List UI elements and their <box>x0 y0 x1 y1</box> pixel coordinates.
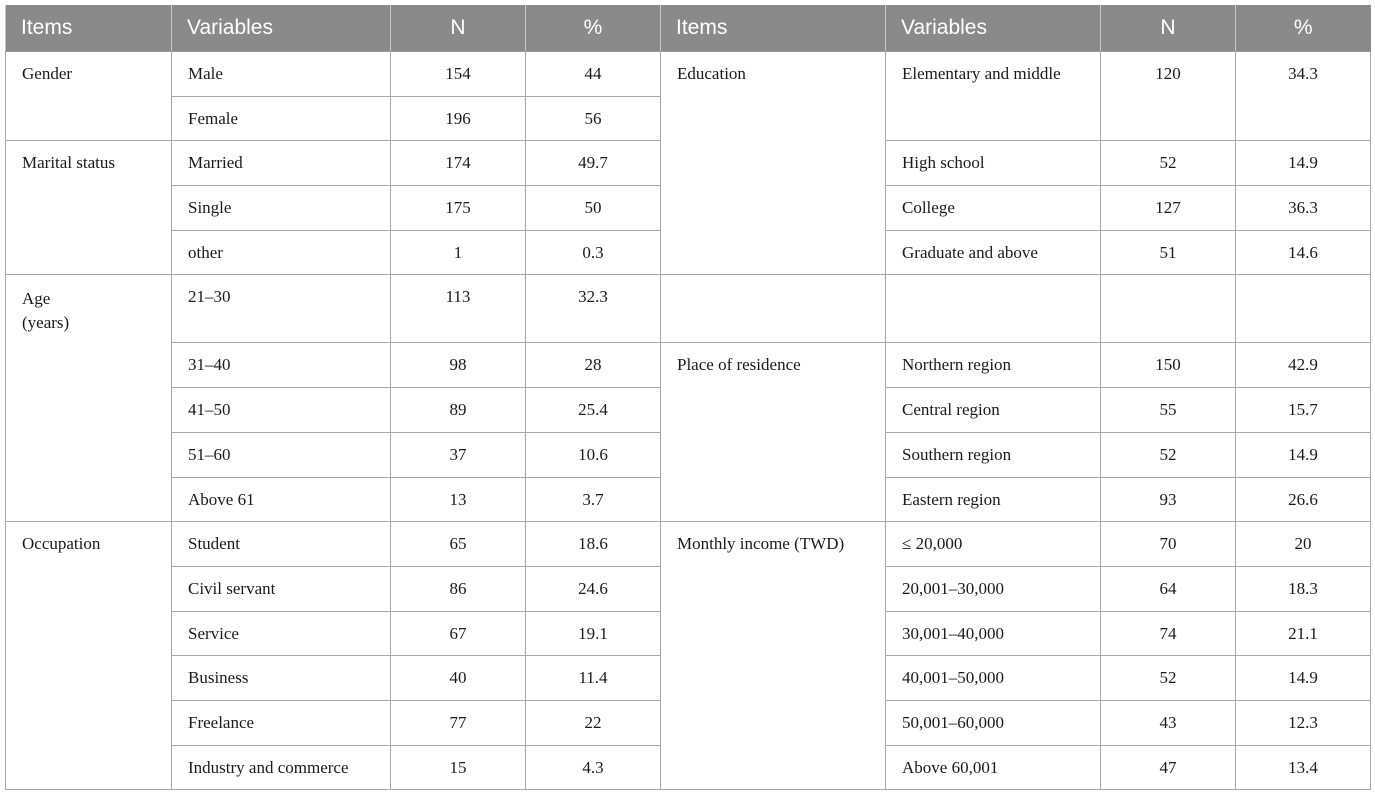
n-cell: 74 <box>1101 611 1236 656</box>
table-row <box>6 52 1371 97</box>
pct-cell: 10.6 <box>526 432 661 477</box>
n-cell: 51 <box>1101 230 1236 275</box>
pct-cell: 19.1 <box>526 611 661 656</box>
variable-cell: Industry and commerce <box>172 745 391 790</box>
n-cell: 37 <box>391 432 526 477</box>
item-marital-status: Marital status <box>6 141 172 275</box>
pct-cell: 24.6 <box>526 566 661 611</box>
n-cell: 15 <box>391 745 526 790</box>
table-row <box>6 343 1371 388</box>
header-items-left: Items <box>6 5 172 52</box>
pct-cell: 34.3 <box>1236 52 1371 141</box>
pct-cell: 18.3 <box>1236 566 1371 611</box>
header-variables-right: Variables <box>886 5 1101 52</box>
n-cell: 52 <box>1101 141 1236 186</box>
variable-cell: College <box>886 186 1101 231</box>
n-cell: 1 <box>391 230 526 275</box>
pct-cell: 4.3 <box>526 745 661 790</box>
pct-cell: 22 <box>526 700 661 745</box>
pct-cell: 25.4 <box>526 388 661 433</box>
n-cell: 120 <box>1101 52 1236 141</box>
variable-cell: Southern region <box>886 432 1101 477</box>
pct-cell: 18.6 <box>526 522 661 567</box>
n-cell: 13 <box>391 477 526 522</box>
n-cell: 86 <box>391 566 526 611</box>
age-label: Age <box>22 289 51 309</box>
pct-cell: 14.9 <box>1236 656 1371 701</box>
age-unit-label: (years) <box>22 313 70 333</box>
variable-cell: Male <box>172 52 391 97</box>
header-items-right: Items <box>661 5 886 52</box>
header-row <box>6 5 1371 52</box>
pct-cell: 14.9 <box>1236 141 1371 186</box>
variable-cell: Business <box>172 656 391 701</box>
n-cell: 127 <box>1101 186 1236 231</box>
pct-cell: 28 <box>526 343 661 388</box>
n-cell: 67 <box>391 611 526 656</box>
variable-cell: 31–40 <box>172 343 391 388</box>
item-place-of-residence: Place of residence <box>661 343 886 522</box>
variable-cell <box>886 275 1101 343</box>
demographics-table <box>5 5 1371 790</box>
pct-cell: 15.7 <box>1236 388 1371 433</box>
n-cell: 98 <box>391 343 526 388</box>
header-n-right: N <box>1101 5 1236 52</box>
n-cell: 175 <box>391 186 526 231</box>
n-cell: 150 <box>1101 343 1236 388</box>
variable-cell: Female <box>172 96 391 141</box>
n-cell: 93 <box>1101 477 1236 522</box>
header-n-left: N <box>391 5 526 52</box>
pct-cell: 13.4 <box>1236 745 1371 790</box>
variable-cell: Eastern region <box>886 477 1101 522</box>
pct-cell: 3.7 <box>526 477 661 522</box>
item-occupation: Occupation <box>6 522 172 790</box>
variable-cell: Northern region <box>886 343 1101 388</box>
n-cell: 113 <box>391 275 526 343</box>
n-cell: 40 <box>391 656 526 701</box>
variable-cell: Freelance <box>172 700 391 745</box>
n-cell: 64 <box>1101 566 1236 611</box>
n-cell <box>1101 275 1236 343</box>
pct-cell: 32.3 <box>526 275 661 343</box>
variable-cell: Single <box>172 186 391 231</box>
variable-cell: Student <box>172 522 391 567</box>
n-cell: 154 <box>391 52 526 97</box>
pct-cell: 0.3 <box>526 230 661 275</box>
n-cell: 52 <box>1101 656 1236 701</box>
n-cell: 196 <box>391 96 526 141</box>
pct-cell: 50 <box>526 186 661 231</box>
item-gender: Gender <box>6 52 172 141</box>
n-cell: 55 <box>1101 388 1236 433</box>
variable-cell: Elementary and middle <box>886 52 1101 141</box>
table-row <box>6 522 1371 567</box>
header-pct-left: % <box>526 5 661 52</box>
n-cell: 47 <box>1101 745 1236 790</box>
n-cell: 89 <box>391 388 526 433</box>
pct-cell: 20 <box>1236 522 1371 567</box>
pct-cell: 26.6 <box>1236 477 1371 522</box>
variable-cell: Graduate and above <box>886 230 1101 275</box>
variable-cell: other <box>172 230 391 275</box>
n-cell: 65 <box>391 522 526 567</box>
variable-cell: Civil servant <box>172 566 391 611</box>
n-cell: 77 <box>391 700 526 745</box>
pct-cell: 49.7 <box>526 141 661 186</box>
variable-cell: 41–50 <box>172 388 391 433</box>
pct-cell: 44 <box>526 52 661 97</box>
n-cell: 174 <box>391 141 526 186</box>
variable-cell: 21–30 <box>172 275 391 343</box>
header-pct-right: % <box>1236 5 1371 52</box>
variable-cell: Married <box>172 141 391 186</box>
pct-cell <box>1236 275 1371 343</box>
empty-cell <box>661 275 886 343</box>
header-variables-left: Variables <box>172 5 391 52</box>
n-cell: 52 <box>1101 432 1236 477</box>
pct-cell: 42.9 <box>1236 343 1371 388</box>
variable-cell: Central region <box>886 388 1101 433</box>
pct-cell: 21.1 <box>1236 611 1371 656</box>
variable-cell: Above 61 <box>172 477 391 522</box>
n-cell: 43 <box>1101 700 1236 745</box>
variable-cell: 50,001–60,000 <box>886 700 1101 745</box>
item-education: Education <box>661 52 886 275</box>
variable-cell: 51–60 <box>172 432 391 477</box>
variable-cell: ≤ 20,000 <box>886 522 1101 567</box>
variable-cell: High school <box>886 141 1101 186</box>
variable-cell: 30,001–40,000 <box>886 611 1101 656</box>
n-cell: 70 <box>1101 522 1236 567</box>
pct-cell: 14.9 <box>1236 432 1371 477</box>
variable-cell: 20,001–30,000 <box>886 566 1101 611</box>
pct-cell: 14.6 <box>1236 230 1371 275</box>
pct-cell: 11.4 <box>526 656 661 701</box>
item-age <box>6 275 172 522</box>
variable-cell: Above 60,001 <box>886 745 1101 790</box>
item-monthly-income: Monthly income (TWD) <box>661 522 886 790</box>
pct-cell: 56 <box>526 96 661 141</box>
variable-cell: 40,001–50,000 <box>886 656 1101 701</box>
pct-cell: 12.3 <box>1236 700 1371 745</box>
variable-cell: Service <box>172 611 391 656</box>
pct-cell: 36.3 <box>1236 186 1371 231</box>
table-row <box>6 275 1371 343</box>
